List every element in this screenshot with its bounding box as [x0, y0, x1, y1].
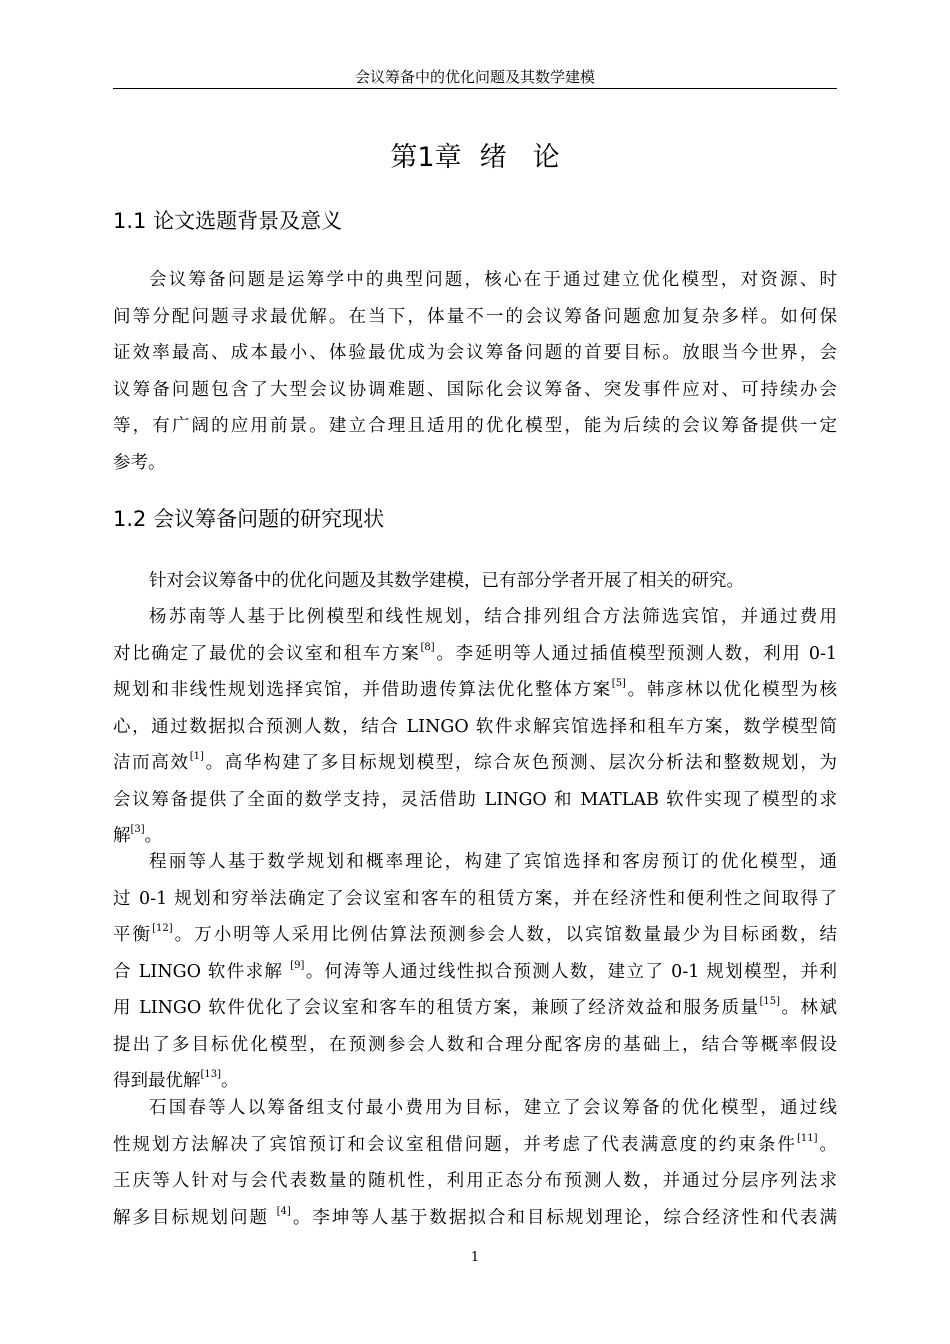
- citation: [11]: [796, 1132, 818, 1144]
- text-line: 间等分配问题寻求最优解。在当下，体量不一的会议筹备问题愈加复杂多样。如何保: [113, 306, 837, 327]
- section-number: 1.1: [113, 209, 147, 233]
- chapter-prefix: 第: [390, 142, 418, 173]
- text-line: 石国春等人以筹备组支付最小费用为目标，建立了会议筹备的优化模型，通过线: [149, 1098, 837, 1118]
- citation: [13]: [200, 1069, 222, 1081]
- text-line: 得到最优解[13]。: [113, 1069, 239, 1091]
- paragraph-background: [113, 262, 837, 481]
- page-number: 1: [470, 1250, 480, 1265]
- citation: [3]: [130, 824, 145, 836]
- citation: [9]: [290, 959, 305, 971]
- text-line: 会议筹备问题是运筹学中的典型问题，核心在于通过建立优化模型，对资源、时: [149, 270, 837, 290]
- section-title: 会议筹备问题的研究现状: [153, 507, 385, 531]
- text-line: 平衡[12]。万小明等人采用比例估算法预测参会人数，以宾馆数量最少为目标函数，结: [113, 923, 838, 945]
- text-line: 参考。: [113, 452, 166, 473]
- citation: [1]: [189, 751, 204, 763]
- text-line: 性规划方法解决了宾馆预订和会议室租借问题，并考虑了代表满意度的约束条件[11]。: [113, 1132, 838, 1155]
- paragraph-review-2: [113, 844, 837, 1100]
- paragraph-review-3: [113, 1090, 837, 1236]
- section-title: 论文选题背景及意义: [153, 209, 343, 233]
- text-line: 心，通过数据拟合预测人数，结合 LINGO 软件求解宾馆选择和租车方案，数学模型简: [113, 716, 837, 737]
- chapter-title-b: 论: [532, 142, 560, 173]
- text-line: 解[3]。: [113, 824, 163, 846]
- text-line: 对比确定了最优的会议室和租车方案[8]。李延明等人通过插值模型预测人数，利用 0-1: [113, 641, 837, 664]
- text-line: 用 LINGO 软件优化了会议室和客车的租赁方案，兼顾了经济效益和服务质量[15]。林斌: [113, 996, 837, 1018]
- text-line: 议筹备问题包含了大型会议协调难题、国际化会议筹备、突发事件应对、可持续办会: [113, 379, 837, 400]
- citation: [15]: [759, 996, 780, 1008]
- text-line: 洁而高效[1]。高华构建了多目标规划模型，综合灰色预测、层次分析法和整数规划，为: [113, 751, 838, 773]
- text-line: 合 LINGO 软件求解 [9]。何涛等人通过线性拟合预测人数，建立了 0-1 规划模型，并利: [113, 959, 837, 982]
- text-line: 针对会议筹备中的优化问题及其数学建模，已有部分学者开展了相关的研究。: [149, 571, 744, 591]
- text-line: 证效率最高、成本最小、体验最优成为会议筹备问题的首要目标。放眼当今世界，会: [113, 343, 837, 363]
- chapter-word: 章: [434, 142, 462, 173]
- paragraph-intro: [113, 563, 837, 600]
- citation: [8]: [420, 641, 435, 653]
- text-line: 过 0-1 规划和穷举法确定了会议室和客车的租赁方案，并在经济性和便利性之间取得了: [113, 888, 837, 909]
- text-line: 规划和非线性规划选择宾馆，并借助遗传算法优化整体方案[5]。韩彦林以优化模型为核: [113, 678, 837, 700]
- paragraph-review-1: [113, 599, 837, 855]
- header-rule: [113, 88, 837, 89]
- citation: [5]: [611, 678, 626, 690]
- citation: [4]: [276, 1205, 291, 1217]
- section-heading-1-2: [113, 505, 837, 533]
- text-line: 提出了多目标优化模型，在预测参会人数和合理分配客房的基础上，结合等概率假设: [113, 1034, 837, 1055]
- text-line: 等，有广阔的应用前景。建立合理且适用的优化模型，能为后续的会议筹备提供一定: [113, 416, 837, 436]
- section-number: 1.2: [113, 507, 147, 531]
- section-heading-1-1: [113, 207, 837, 235]
- chapter-number: 1: [417, 142, 435, 173]
- chapter-title-a: 绪: [479, 142, 507, 173]
- text-line: 杨苏南等人基于比例模型和线性规划，结合排列组合方法筛选宾馆，并通过费用: [149, 607, 837, 627]
- text-line: 会议筹备提供了全面的数学支持，灵活借助 LINGO 和 MATLAB 软件实现了模型的求: [113, 789, 837, 810]
- text-line: 解多目标规划问题 [4]。李坤等人基于数据拟合和目标规划理论，综合经济性和代表满: [113, 1205, 838, 1228]
- text-line: 程丽等人基于数学规划和概率理论，构建了宾馆选择和客房预订的优化模型，通: [149, 852, 837, 872]
- chapter-title: [113, 140, 837, 176]
- running-header: 会议筹备中的优化问题及其数学建模: [354, 68, 595, 86]
- text-line: 王庆等人针对与会代表数量的随机性，利用正态分布预测人数，并通过分层序列法求: [113, 1171, 837, 1191]
- citation: [12]: [152, 923, 173, 935]
